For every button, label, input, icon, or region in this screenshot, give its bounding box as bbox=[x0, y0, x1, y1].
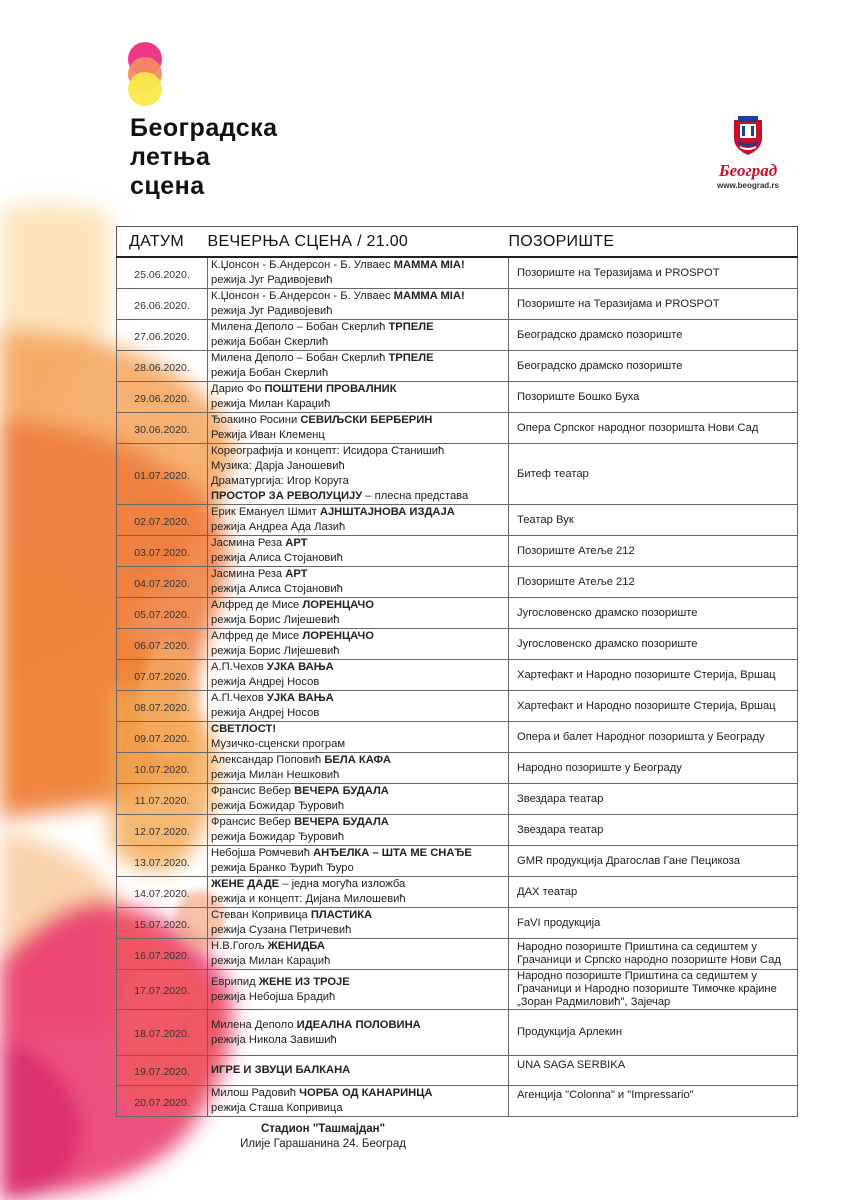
row-theatre: Позориште на Теразијама и PROSPOT bbox=[509, 257, 798, 289]
table-row bbox=[117, 289, 798, 320]
table-row bbox=[117, 351, 798, 382]
show-line-credits bbox=[211, 975, 505, 990]
show-line-director bbox=[211, 397, 505, 412]
row-theatre: Звездара театар bbox=[509, 815, 798, 846]
show-line-credits bbox=[211, 258, 505, 273]
show-line-credits bbox=[211, 351, 505, 366]
table-row bbox=[117, 382, 798, 413]
show-line-director bbox=[211, 613, 505, 628]
show-line-director bbox=[211, 675, 505, 690]
show-title: ИДЕАЛНА ПОЛОВИНА bbox=[296, 1018, 421, 1031]
row-date: 28.06.2020. bbox=[117, 351, 208, 382]
show-line-director bbox=[211, 273, 505, 288]
row-date: 17.07.2020. bbox=[117, 970, 208, 1010]
row-date: 30.06.2020. bbox=[117, 413, 208, 444]
show-director: режија Милан Караџић bbox=[211, 955, 331, 967]
show-title: ЛОРЕНЦАЧО bbox=[302, 599, 374, 611]
show-title: ИГРЕ И ЗВУЦИ БАЛКАНА bbox=[211, 1064, 351, 1077]
show-line-credits bbox=[211, 382, 505, 397]
festival-title-line1: Београдска bbox=[130, 114, 278, 142]
show-title: АНЂЕЛКА – ШТА МЕ СНАЂЕ bbox=[313, 847, 472, 859]
show-line-credits bbox=[211, 660, 505, 675]
row-date: 26.06.2020. bbox=[117, 289, 208, 320]
row-date: 02.07.2020. bbox=[117, 505, 208, 536]
table-row bbox=[117, 970, 798, 1010]
table-row bbox=[117, 939, 798, 970]
show-line-credits bbox=[211, 877, 505, 892]
row-show bbox=[208, 320, 509, 351]
row-date: 11.07.2020. bbox=[117, 784, 208, 815]
show-line-credits bbox=[211, 753, 505, 768]
row-date: 07.07.2020. bbox=[117, 660, 208, 691]
show-director: режија Божидар Ђуровић bbox=[211, 800, 345, 812]
show-credits: А.П.Чехов bbox=[211, 661, 267, 673]
show-director: режија Божидар Ђуровић bbox=[211, 831, 345, 843]
row-show bbox=[208, 939, 509, 970]
row-show bbox=[208, 691, 509, 722]
show-director: режија Бобан Скерлић bbox=[211, 336, 329, 348]
show-credits: Милош Радовић bbox=[211, 1087, 300, 1100]
show-line-director bbox=[211, 428, 505, 443]
show-director: режија и концепт: Дијана Милошевић bbox=[211, 893, 406, 905]
show-line-credits bbox=[211, 722, 505, 737]
row-theatre: Театар Вук bbox=[509, 505, 798, 536]
row-theatre: GMR продукција Драгослав Гане Пецикоза bbox=[509, 846, 798, 877]
row-date: 03.07.2020. bbox=[117, 536, 208, 567]
header-theatre: ПОЗОРИШТЕ bbox=[509, 227, 798, 258]
row-show bbox=[208, 784, 509, 815]
table-row bbox=[117, 722, 798, 753]
row-theatre: Агенција "Colonna" и "Impressario" bbox=[509, 1086, 798, 1117]
show-title: УЈКА ВАЊА bbox=[266, 692, 334, 704]
show-line-credits bbox=[211, 815, 505, 830]
row-date: 06.07.2020. bbox=[117, 629, 208, 660]
show-line-director bbox=[211, 954, 505, 969]
venue-address: Илије Гарашанина 24. Београд bbox=[240, 1138, 406, 1150]
show-director: Музика: Дарја Јаношевић bbox=[211, 460, 345, 472]
row-theatre: Позориште Бошко Буха bbox=[509, 382, 798, 413]
table-row bbox=[117, 567, 798, 598]
table-row bbox=[117, 320, 798, 351]
row-date: 16.07.2020. bbox=[117, 939, 208, 970]
row-show bbox=[208, 815, 509, 846]
table-row bbox=[117, 753, 798, 784]
show-title: ВЕЧЕРА БУДАЛА bbox=[294, 816, 389, 828]
show-line-credits bbox=[211, 289, 505, 304]
row-show bbox=[208, 722, 509, 753]
show-line-director bbox=[211, 768, 505, 783]
row-date: 08.07.2020. bbox=[117, 691, 208, 722]
row-date: 20.07.2020. bbox=[117, 1086, 208, 1117]
show-credits: А.П.Чехов bbox=[211, 692, 267, 704]
row-theatre: Београдско драмско позориште bbox=[509, 320, 798, 351]
row-show bbox=[208, 444, 509, 505]
show-title: ТРПЕЛЕ bbox=[388, 352, 434, 364]
table-row bbox=[117, 505, 798, 536]
row-theatre: Позориште Атеље 212 bbox=[509, 567, 798, 598]
row-show bbox=[208, 505, 509, 536]
show-line-director bbox=[211, 644, 505, 659]
row-show bbox=[208, 753, 509, 784]
row-show bbox=[208, 1086, 509, 1117]
show-title: БЕЛА КАФА bbox=[324, 754, 391, 766]
show-director: Музичко-сценски програм bbox=[211, 738, 346, 750]
show-title: MAMMA MIA! bbox=[393, 259, 465, 271]
festival-title-line2: летња bbox=[130, 143, 211, 171]
show-line-director bbox=[211, 990, 505, 1005]
header-evening-stage: ВЕЧЕРЊА СЦЕНА / 21.00 bbox=[208, 227, 509, 258]
row-theatre: ДАХ театар bbox=[509, 877, 798, 908]
show-director: режија Небојша Брадић bbox=[211, 990, 336, 1003]
show-title: УЈКА ВАЊА bbox=[266, 661, 334, 673]
row-show bbox=[208, 1056, 509, 1086]
show-line-credits bbox=[211, 505, 505, 520]
show-title: ВЕЧЕРА БУДАЛА bbox=[294, 785, 389, 797]
row-show bbox=[208, 257, 509, 289]
row-show bbox=[208, 289, 509, 320]
show-title: ПОШТЕНИ ПРОВАЛНИК bbox=[264, 383, 397, 395]
row-date: 12.07.2020. bbox=[117, 815, 208, 846]
row-show bbox=[208, 382, 509, 413]
show-credits: К.Џонсон - Б.Андерсон - Б. Улваес bbox=[211, 259, 394, 271]
show-title: ЖЕНИДБА bbox=[267, 940, 325, 952]
table-row bbox=[117, 444, 798, 505]
row-show bbox=[208, 351, 509, 382]
row-theatre: Народно позориште Приштина са седиштем у Грачаници и Народно позориште Тимочке крајине „Зоран Радмиловић", Зајечар bbox=[509, 970, 798, 1010]
row-show bbox=[208, 970, 509, 1010]
show-title: ЛОРЕНЦАЧО bbox=[302, 630, 374, 642]
row-date: 01.07.2020. bbox=[117, 444, 208, 505]
city-logo bbox=[708, 114, 788, 191]
show-director: режија Бобан Скерлић bbox=[211, 367, 329, 379]
row-date: 04.07.2020. bbox=[117, 567, 208, 598]
show-credits: Јасмина Реза bbox=[211, 568, 286, 580]
show-line-credits bbox=[211, 784, 505, 799]
show-line-credits bbox=[211, 1063, 505, 1078]
row-show bbox=[208, 846, 509, 877]
show-title: АРТ bbox=[285, 537, 308, 549]
show-director: режија Сташа Копривица bbox=[211, 1102, 343, 1115]
show-line-credits bbox=[211, 320, 505, 335]
show-line-director bbox=[211, 799, 505, 814]
show-credits: Милена Деполо bbox=[211, 1018, 297, 1031]
show-director: режија Милан Нешковић bbox=[211, 769, 340, 781]
row-theatre: Југословенско драмско позориште bbox=[509, 629, 798, 660]
show-line-credits bbox=[211, 536, 505, 551]
show-title: ЧОРБА ОД КАНАРИНЦА bbox=[299, 1087, 433, 1100]
show-credits: Стеван Копривица bbox=[211, 909, 311, 921]
show-line-director bbox=[211, 335, 505, 350]
show-director: режија Југ Радивојевић bbox=[211, 305, 333, 317]
row-date: 05.07.2020. bbox=[117, 598, 208, 629]
show-title: СВЕТЛОСТ! bbox=[211, 723, 277, 735]
city-crest-icon bbox=[728, 114, 768, 156]
row-theatre: Продукција Арлекин bbox=[509, 1010, 798, 1056]
row-theatre: Београдско драмско позориште bbox=[509, 351, 798, 382]
row-date: 18.07.2020. bbox=[117, 1010, 208, 1056]
show-genre: – плесна представа bbox=[362, 490, 469, 502]
show-credits: Небојша Ромчевић bbox=[211, 847, 314, 859]
row-date: 15.07.2020. bbox=[117, 908, 208, 939]
show-line-credits bbox=[211, 629, 505, 644]
venue-footer bbox=[0, 1122, 646, 1152]
show-director: Режија Иван Клеменц bbox=[211, 429, 325, 441]
show-line-title bbox=[211, 489, 505, 504]
show-line-director bbox=[211, 304, 505, 319]
show-title: MAMMA MIA! bbox=[393, 290, 465, 302]
show-director: режија Бранко Ђурић Ђуро bbox=[211, 862, 354, 874]
show-credits: Франсис Вебер bbox=[211, 785, 295, 797]
table-row bbox=[117, 691, 798, 722]
show-line-credits bbox=[211, 444, 505, 459]
table-row bbox=[117, 1010, 798, 1056]
show-director: режија Југ Радивојевић bbox=[211, 274, 333, 286]
show-director: режија Милан Караџић bbox=[211, 398, 331, 410]
table-row bbox=[117, 598, 798, 629]
show-title: ТРПЕЛЕ bbox=[388, 321, 434, 333]
show-line-director bbox=[211, 582, 505, 597]
table-row bbox=[117, 660, 798, 691]
row-theatre: Хартефакт и Народно позориште Стерија, Вршац bbox=[509, 691, 798, 722]
show-credits: Н.В.Гогољ bbox=[211, 940, 268, 952]
show-line-director bbox=[211, 923, 505, 938]
row-show bbox=[208, 413, 509, 444]
row-theatre: Народно позориште Приштина са седиштем у Грачаници и Српско народно позориште Нови Сад bbox=[509, 939, 798, 970]
table-row bbox=[117, 257, 798, 289]
show-credits: Милена Деполо – Бобан Скерлић bbox=[211, 321, 389, 333]
show-credits: Еврипид bbox=[211, 975, 259, 988]
show-line-extra bbox=[211, 474, 505, 489]
table-row bbox=[117, 877, 798, 908]
festival-title bbox=[130, 114, 278, 201]
row-show bbox=[208, 629, 509, 660]
header-date: ДАТУМ bbox=[117, 227, 208, 258]
show-dramaturgy: Драматургија: Игор Коруга bbox=[211, 475, 349, 487]
show-title: АРТ bbox=[285, 568, 308, 580]
show-credits: Кореографија и концепт: Исидора Станишић bbox=[211, 445, 445, 457]
show-title: ЖЕНЕ ИЗ ТРОЈЕ bbox=[258, 975, 350, 988]
show-line-director bbox=[211, 520, 505, 535]
row-show bbox=[208, 598, 509, 629]
show-line-credits bbox=[211, 939, 505, 954]
row-date: 09.07.2020. bbox=[117, 722, 208, 753]
row-date: 27.06.2020. bbox=[117, 320, 208, 351]
show-line-director bbox=[211, 706, 505, 721]
city-url: www.beograd.rs bbox=[717, 181, 779, 190]
row-date: 29.06.2020. bbox=[117, 382, 208, 413]
show-line-director bbox=[211, 737, 505, 752]
row-theatre: Битеф театар bbox=[509, 444, 798, 505]
table-header-row bbox=[117, 227, 798, 258]
table-row bbox=[117, 1056, 798, 1086]
show-credits: Јасмина Реза bbox=[211, 537, 286, 549]
show-credits: Ерик Емануел Шмит bbox=[211, 506, 320, 518]
show-director: режија Андреј Носов bbox=[211, 707, 320, 719]
table-row bbox=[117, 413, 798, 444]
show-credits: Алфред де Мисе bbox=[211, 599, 303, 611]
table-row bbox=[117, 846, 798, 877]
show-title: ЖЕНЕ ДАДЕ bbox=[211, 878, 280, 890]
row-date: 25.06.2020. bbox=[117, 257, 208, 289]
festival-title-line3: сцена bbox=[130, 172, 205, 200]
row-show bbox=[208, 567, 509, 598]
show-director: режија Андреа Ада Лазић bbox=[211, 521, 346, 533]
row-theatre: Звездара театар bbox=[509, 784, 798, 815]
row-date: 14.07.2020. bbox=[117, 877, 208, 908]
row-theatre: Позориште на Теразијама и PROSPOT bbox=[509, 289, 798, 320]
show-director: режија Борис Лијешевић bbox=[211, 645, 340, 657]
show-line-director bbox=[211, 459, 505, 474]
row-date: 19.07.2020. bbox=[117, 1056, 208, 1086]
show-line-director bbox=[211, 861, 505, 876]
show-line-director bbox=[211, 1033, 505, 1048]
row-theatre: Позориште Атеље 212 bbox=[509, 536, 798, 567]
show-line-director bbox=[211, 366, 505, 381]
show-title: АЈНШТАЈНОВА ИЗДАЈА bbox=[319, 506, 455, 518]
festival-logo-dots bbox=[128, 42, 168, 112]
show-director: режија Борис Лијешевић bbox=[211, 614, 340, 626]
table-row bbox=[117, 815, 798, 846]
table-row bbox=[117, 908, 798, 939]
row-show bbox=[208, 908, 509, 939]
show-title: ПЛАСТИКА bbox=[310, 909, 373, 921]
table-row bbox=[117, 629, 798, 660]
show-line-director bbox=[211, 830, 505, 845]
show-director: режија Сузана Петричевић bbox=[211, 924, 352, 936]
show-line-credits bbox=[211, 1018, 505, 1033]
row-theatre: Хартефакт и Народно позориште Стерија, Вршац bbox=[509, 660, 798, 691]
row-date: 13.07.2020. bbox=[117, 846, 208, 877]
show-line-credits bbox=[211, 413, 505, 428]
row-show bbox=[208, 1010, 509, 1056]
show-line-credits bbox=[211, 567, 505, 582]
show-title: СЕВИЉСКИ БЕРБЕРИН bbox=[300, 414, 433, 426]
show-line-director bbox=[211, 551, 505, 566]
show-line-director bbox=[211, 892, 505, 907]
row-show bbox=[208, 877, 509, 908]
show-director: режија Никола Завишић bbox=[211, 1033, 337, 1046]
show-line-director bbox=[211, 1101, 505, 1116]
table-row bbox=[117, 784, 798, 815]
show-credits: Алфред де Мисе bbox=[211, 630, 303, 642]
show-line-credits bbox=[211, 1086, 505, 1101]
show-line-credits bbox=[211, 691, 505, 706]
row-theatre: Опера Српског народног позоришта Нови Сад bbox=[509, 413, 798, 444]
show-line-credits bbox=[211, 846, 505, 861]
table-row bbox=[117, 1086, 798, 1117]
row-date: 10.07.2020. bbox=[117, 753, 208, 784]
show-director: режија Алиса Стојановић bbox=[211, 583, 343, 595]
logo-dot-yellow bbox=[128, 72, 162, 106]
show-credits: Дарио Фо bbox=[211, 383, 265, 395]
show-credits: К.Џонсон - Б.Андерсон - Б. Улваес bbox=[211, 290, 394, 302]
show-credits: Александар Поповић bbox=[211, 754, 325, 766]
row-show bbox=[208, 536, 509, 567]
show-director: режија Андреј Носов bbox=[211, 676, 320, 688]
row-theatre: Југословенско драмско позориште bbox=[509, 598, 798, 629]
city-name: Београд bbox=[718, 161, 778, 180]
schedule-table bbox=[116, 226, 797, 1117]
show-line-credits bbox=[211, 908, 505, 923]
show-credits: Ђоакино Росини bbox=[211, 414, 301, 426]
show-line-credits bbox=[211, 598, 505, 613]
row-theatre: Народно позориште у Београду bbox=[509, 753, 798, 784]
show-title-main: ПРОСТОР ЗА РЕВОЛУЦИЈУ bbox=[211, 490, 363, 502]
row-theatre: Опера и балет Народног позоришта у Београду bbox=[509, 722, 798, 753]
show-subtitle: – једна могућа изложба bbox=[279, 878, 406, 890]
show-credits: Франсис Вебер bbox=[211, 816, 295, 828]
row-theatre: UNA SAGA SERBIKA bbox=[509, 1056, 798, 1086]
row-show bbox=[208, 660, 509, 691]
show-credits: Милена Деполо – Бобан Скерлић bbox=[211, 352, 389, 364]
row-theatre: FaVI продукција bbox=[509, 908, 798, 939]
venue-name: Стадион "Ташмајдан" bbox=[260, 1123, 386, 1135]
show-director: режија Алиса Стојановић bbox=[211, 552, 343, 564]
table-row bbox=[117, 536, 798, 567]
